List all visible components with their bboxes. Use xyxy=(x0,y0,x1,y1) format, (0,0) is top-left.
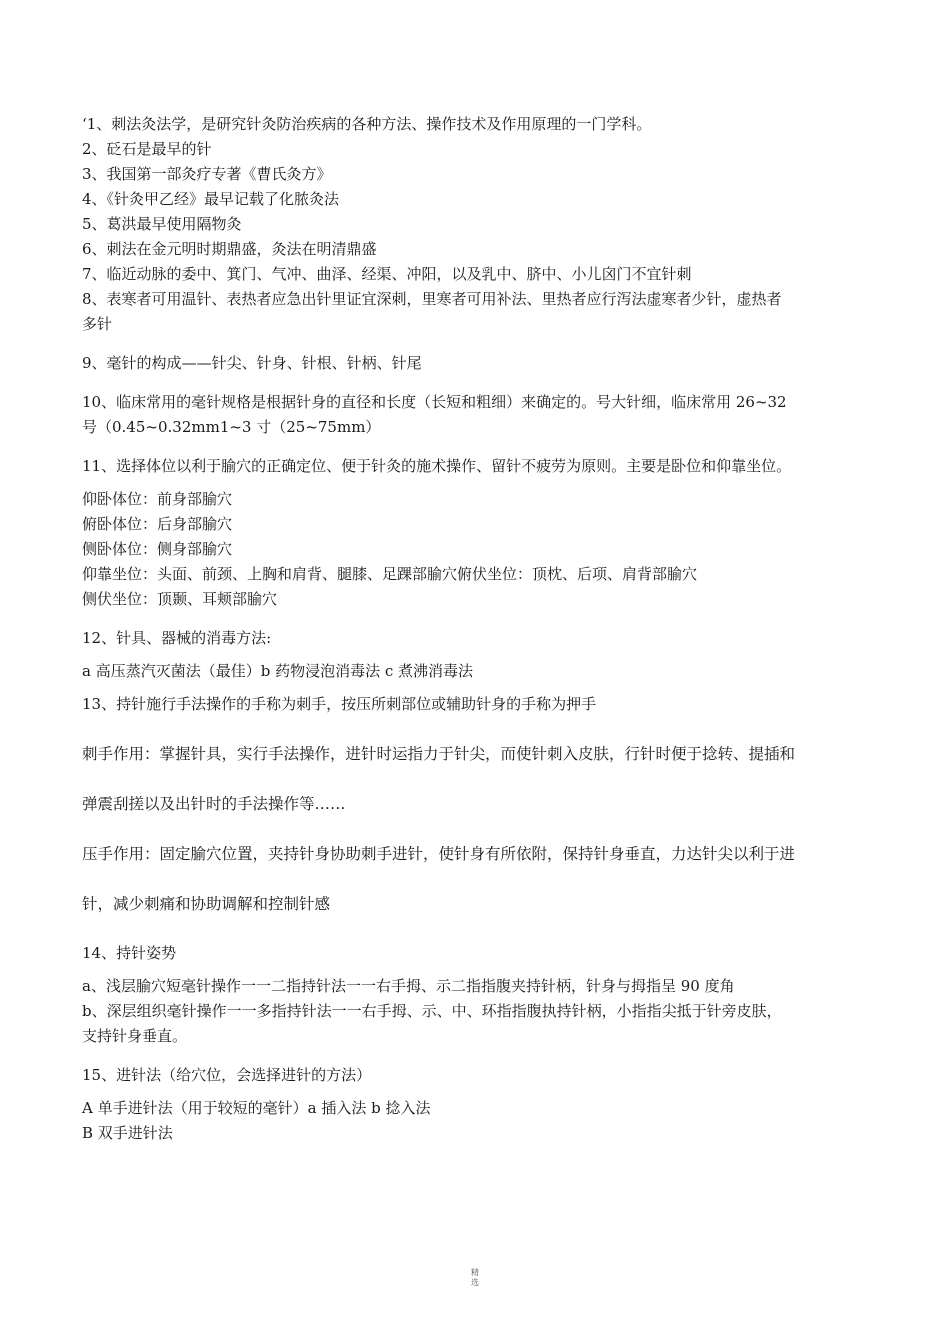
item-7: 7、临近动脉的委中、箕门、气冲、曲泽、经渠、冲阳，以及乳中、脐中、小儿囟门不宜针刺 xyxy=(82,265,692,283)
page-footer xyxy=(0,1268,950,1288)
footer-char-bottom: 选 xyxy=(471,1278,479,1287)
item-12-colon: : xyxy=(266,629,272,647)
item-14-number: 14、 xyxy=(82,944,117,962)
item-2: 2、砭石是最早的针 xyxy=(82,140,212,158)
item-9 xyxy=(82,351,882,376)
item-15-number: 15、 xyxy=(82,1066,117,1084)
item-15-a: A 单手进针法（用于较短的毫针）a 插入法 b 捻入法 xyxy=(82,1099,431,1117)
item-13 xyxy=(82,692,882,717)
item-14 xyxy=(82,941,882,966)
item-14-c: 支持针身垂直。 xyxy=(82,1027,188,1045)
footer-char-top: 精 xyxy=(471,1268,479,1277)
position-prone: 俯卧体位：后身部腧穴 xyxy=(82,515,233,533)
item-14-heading: 持针姿势 xyxy=(116,944,177,962)
stab-hand-function-line-2: 弹震刮搓以及出针时的手法操作等…… xyxy=(82,795,346,813)
item-11-text: 以利于腧穴的正确定位、便于针灸的施术操作、留针不疲劳为原则。主要是卧位和仰靠坐位。 xyxy=(176,457,792,475)
item-13-text-a: 13、持针施行手法操作的手称为 xyxy=(82,695,297,713)
item-9-text: ——针尖、针身、针根、针柄、针尾 xyxy=(181,354,422,372)
item-1: ‘1、刺法灸法学，是研究针灸防治疾病的各种方法、操作技术及作用原理的一门学科。 xyxy=(82,115,652,133)
position-side-prone: 侧伏坐位：顶颞、耳颊部腧穴 xyxy=(82,590,278,608)
item-14-a: a、浅层腧穴短毫针操作一一二指持针法一一右手拇、示二指指腹夹持针柄，针身与拇指呈 90 度角 xyxy=(82,977,735,995)
item-11 xyxy=(82,454,882,479)
item-12-methods: a 高压蒸汽灭菌法（最佳）b 药物浸泡消毒法 c 煮沸消毒法 xyxy=(82,662,474,680)
stab-hand-function-line-1: 刺手作用：掌握针具，实行手法操作，进针时运指力于针尖，而使针刺入皮肤，行针时便于捻转、提插和 xyxy=(82,745,796,763)
item-14-b: b、深层组织毫针操作一一多指持针法一一右手拇、示、中、环指指腹执持针柄，小指指尖抵于针旁皮肤， xyxy=(82,1002,782,1020)
position-lateral: 侧卧体位：侧身部腧穴 xyxy=(82,540,233,558)
item-8-line-2: 多针 xyxy=(82,315,113,333)
item-9-heading: 毫针的构成 xyxy=(106,354,182,372)
item-5: 5、葛洪最早使用隔物灸 xyxy=(82,215,242,233)
item-11-heading: 选择体位 xyxy=(116,457,177,475)
item-13-text-c: ，按压所刺部位或辅助针身的手称为 xyxy=(326,695,567,713)
item-11-number: 11、 xyxy=(82,457,117,475)
document-body xyxy=(82,112,882,1146)
press-hand-function-line-2: 针，减少刺痛和协助调解和控制针感 xyxy=(82,895,331,913)
item-12 xyxy=(82,626,882,651)
item-12-heading: 针具、器械的消毒方法 xyxy=(116,629,267,647)
item-10-line-2: 号（0.45~0.32mm1~3 寸（25~75mm） xyxy=(82,418,381,436)
item-13-term-press-hand: 押手 xyxy=(566,695,597,713)
item-12-number: 12、 xyxy=(82,629,117,647)
position-reclining: 仰靠坐位：头面、前颈、上胸和肩背、腿膝、足踝部腧穴俯伏坐位：顶枕、后项、肩背部腧穴 xyxy=(82,565,698,583)
item-15-text: （给穴位，会选择进针的方法） xyxy=(161,1066,372,1084)
item-15-b: B 双手进针法 xyxy=(82,1124,173,1142)
item-4: 4、《针灸甲乙经》最早记载了化脓灸法 xyxy=(82,190,340,208)
item-13-term-stab-hand: 刺手 xyxy=(296,695,327,713)
press-hand-function-line-1: 压手作用：固定腧穴位置，夹持针身协助刺手进针，使针身有所依附，保持针身垂直，力达针尖以利于进 xyxy=(82,845,796,863)
item-9-number: 9、 xyxy=(82,354,107,372)
position-supine: 仰卧体位：前身部腧穴 xyxy=(82,490,233,508)
item-15 xyxy=(82,1063,882,1088)
item-10-line-1: 10、临床常用的毫针规格是根据针身的直径和长度（长短和粗细）来确定的。号大针细，临床常用 26~32 xyxy=(82,393,787,411)
item-6: 6、刺法在金元明时期鼎盛，灸法在明清鼎盛 xyxy=(82,240,377,258)
item-3: 3、我国第一部灸疗专著《曹氏灸方》 xyxy=(82,165,332,183)
item-8-line-1: 8、表寒者可用温针、表热者应急出针里证宜深刺，里寒者可用补法、里热者应行泻法虚寒者少针，虚热者 xyxy=(82,290,782,308)
item-15-heading: 进针法 xyxy=(116,1066,162,1084)
